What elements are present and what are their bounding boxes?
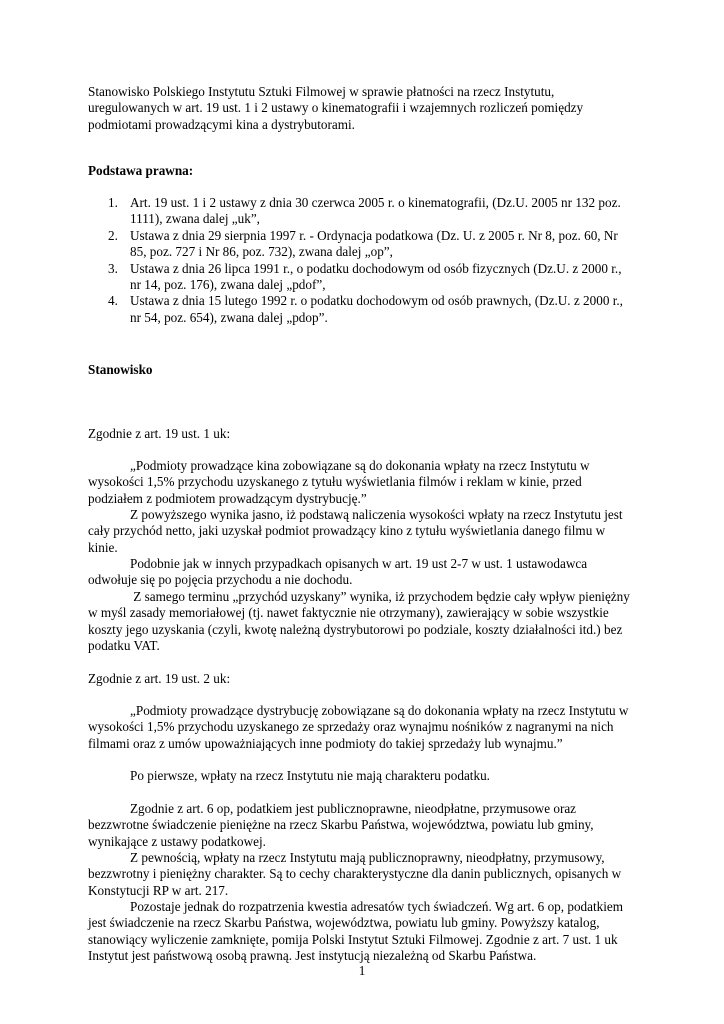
list-item-line: Art. 19 ust. 1 i 2 ustawy z dnia 30 czerwca 2005 r. o kinematografii, (Dz.U. 2005 nr 132 poz.	[130, 195, 621, 210]
legal-basis-list	[108, 195, 648, 326]
intro-paragraph	[88, 84, 648, 133]
quote-art-19-1	[88, 458, 648, 507]
paragraph-not-tax	[88, 768, 648, 784]
paragraph-line: Po pierwsze, wpłaty na rzecz Instytutu nie mają charakteru podatku.	[130, 768, 490, 783]
position-heading: Stanowisko	[88, 362, 153, 377]
paragraph-addressees	[88, 899, 648, 965]
paragraph-line: Z samego terminu „przychód uzyskany” wynika, iż przychodem będzie cały wpływ pieniężny	[130, 589, 630, 604]
list-item-number: 3.	[108, 260, 118, 276]
paragraph-public-levy	[88, 850, 648, 899]
paragraph-line: bezzwrotne świadczenie pieniężne na rzecz Skarbu Państwa, województwa, powiatu lub gminy,	[88, 817, 594, 833]
paragraph-line: podatku VAT.	[88, 638, 160, 654]
intro-line: uregulowanych w art. 19 ust. 1 i 2 ustawy o kinematografii i wzajemnych rozliczeń pomiędzy	[88, 100, 584, 116]
article-19-2-intro: Zgodnie z art. 19 ust. 2 uk:	[88, 671, 231, 686]
paragraph-line: bezzwrotny i pieniężny charakter. Są to cechy charakterystyczne dla danin publicznych, opisanych w	[88, 866, 622, 882]
quote-line: wysokości 1,5% przychodu uzyskanego ze sprzedaży oraz wynajmu nośników z nagranymi na nich	[88, 719, 614, 735]
paragraph-line: odwołuje się po pojęcia przychodu a nie dochodu.	[88, 572, 353, 588]
paragraph-revenue-term	[88, 589, 648, 655]
list-item-line: 85, poz. 727 i Nr 86, poz. 732), zwana dalej „op”,	[130, 244, 393, 260]
paragraph-line: w myśl zasady memoriałowej (tj. nawet faktycznie nie otrzymany), zawierający w sobie wszystkie	[88, 605, 609, 621]
quote-line: „Podmioty prowadzące dystrybucję zobowiązane są do dokonania wpłaty na rzecz Instytutu w	[130, 703, 629, 718]
paragraph-conclusion	[88, 507, 648, 556]
legal-basis-heading: Podstawa prawna:	[88, 163, 194, 178]
paragraph-tax-definition	[88, 801, 648, 850]
quote-line: podziałem z podmiotem prowadzącym dystrybucję.”	[88, 490, 367, 506]
list-item-line: Ustawa z dnia 26 lipca 1991 r., o podatku dochodowym od osób fizycznych (Dz.U. z 2000 r.,	[130, 260, 622, 276]
list-item-line: Ustawa z dnia 29 sierpnia 1997 r. - Ordynacja podatkowa (Dz. U. z 2005 r. Nr 8, poz. 60, Nr	[130, 227, 618, 243]
list-item-line: nr 14, poz. 176), zwana dalej „pdof”,	[130, 277, 326, 293]
quote-art-19-2	[88, 703, 648, 752]
paragraph-line: wynikające z ustawy podatkowej.	[88, 833, 266, 849]
paragraph-line: Konstytucji RP w art. 217.	[88, 882, 229, 898]
paragraph-line: kinie.	[88, 539, 118, 555]
paragraph-line: cały przychód netto, jaki uzyskał podmiot prowadzący kino z tytułu wyświetlania danego filmu w	[88, 523, 606, 539]
intro-line: podmiotami prowadzącymi kina a dystrybutorami.	[88, 116, 355, 132]
page-number: 1	[358, 963, 366, 978]
list-item	[108, 195, 648, 228]
list-item	[108, 228, 648, 261]
paragraph-line: koszty jego uzyskania (czyli, kwotę należną dystrybutorowi po podziale, koszty działalności itd.) bez	[88, 621, 623, 637]
list-item-number: 4.	[108, 293, 118, 309]
quote-line: „Podmioty prowadzące kina zobowiązane są do dokonania wpłaty na rzecz Instytutu w	[130, 458, 590, 473]
paragraph-line: Z pewnością, wpłaty na rzecz Instytutu mają publicznoprawny, nieodpłatny, przymusowy,	[130, 850, 605, 865]
list-item-number: 2.	[108, 227, 118, 243]
paragraph-line: Pozostaje jednak do rozpatrzenia kwestia adresatów tych świadczeń. Wg art. 6 op, podatkiem	[130, 899, 624, 914]
list-item-number: 1.	[108, 195, 118, 210]
list-item	[108, 293, 648, 326]
intro-line: Stanowisko Polskiego Instytutu Sztuki Filmowej w sprawie płatności na rzecz Instytutu,	[88, 84, 555, 99]
list-item-line: 1111), zwana dalej „uk”,	[130, 211, 260, 227]
paragraph-line: Z powyższego wynika jasno, iż podstawą naliczenia wysokości wpłaty na rzecz Instytutu jest	[130, 507, 623, 522]
paragraph-line: Instytut jest państwową osobą prawną. Jest instytucją niezależną od Skarbu Państwa.	[88, 948, 537, 964]
paragraph-line: stanowiący wyliczenie zamknięte, pomija Polski Instytut Sztuki Filmowej. Zgodnie z art. 7 ust. 1 uk	[88, 931, 618, 947]
paragraph-line: jest świadczenie na rzecz Skarbu Państwa, województwa, powiatu lub gminy. Powyższy katalog,	[88, 915, 600, 931]
quote-line: wysokości 1,5% przychodu uzyskanego z tytułu wyświetlania filmów i reklam w kinie, przed	[88, 474, 582, 490]
list-item-line: Ustawa z dnia 15 lutego 1992 r. o podatku dochodowym od osób prawnych, (Dz.U. z 2000 r.,	[130, 293, 623, 309]
article-19-1-intro: Zgodnie z art. 19 ust. 1 uk:	[88, 426, 231, 441]
paragraph-similarly	[88, 556, 648, 589]
list-item	[108, 261, 648, 294]
paragraph-line: Zgodnie z art. 6 op, podatkiem jest publicznoprawne, nieodpłatne, przymusowe oraz	[130, 801, 577, 816]
paragraph-line: Podobnie jak w innych przypadkach opisanych w art. 19 ust 2-7 w ust. 1 ustawodawca	[130, 556, 588, 571]
list-item-line: nr 54, poz. 654), zwana dalej „pdop”.	[130, 309, 328, 325]
quote-line: filmami oraz z umów upoważniających inne podmioty do takiej sprzedaży lub wynajmu.”	[88, 735, 563, 751]
